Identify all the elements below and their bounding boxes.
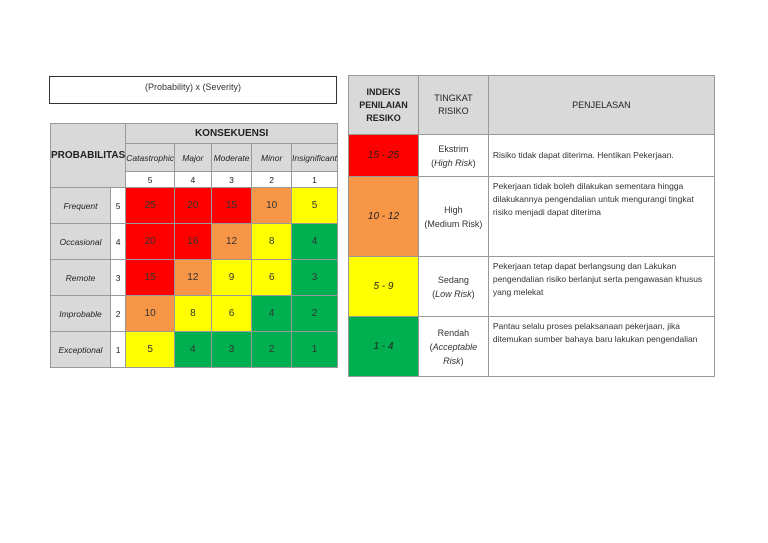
severity-label: Catastrophic xyxy=(126,144,175,172)
risk-level-sub: Low Risk xyxy=(435,288,472,299)
risk-level-name: High xyxy=(444,204,463,215)
risk-cell: 16 xyxy=(174,224,211,260)
risk-index-table xyxy=(348,75,715,377)
consequence-header: KONSEKUENSI xyxy=(126,124,338,144)
matrix-row xyxy=(51,188,338,224)
risk-level-name: Rendah xyxy=(437,327,470,338)
severity-number: 4 xyxy=(174,172,211,188)
risk-cell: 10 xyxy=(252,188,292,224)
risk-cell: 2 xyxy=(292,296,338,332)
formula-box xyxy=(49,76,337,104)
risk-level: Sedang (Low Risk) xyxy=(418,257,488,317)
risk-cell: 6 xyxy=(211,296,252,332)
formula-text: (Probability) x (Severity) xyxy=(144,82,242,92)
risk-level-name: Ekstrim xyxy=(438,143,469,154)
probability-label: Remote xyxy=(51,260,111,296)
risk-explanation: Pekerjaan tetap dapat berlangsung dan Lakukan pengendalian risiko berlanjut serta pengawasan khusus yang melekat xyxy=(488,257,714,317)
risk-cell: 12 xyxy=(211,224,252,260)
risk-cell: 5 xyxy=(292,188,338,224)
index-row xyxy=(349,177,715,257)
risk-cell: 4 xyxy=(252,296,292,332)
probability-number: 3 xyxy=(110,260,125,296)
risk-cell: 15 xyxy=(211,188,252,224)
severity-label: Insignificant xyxy=(292,144,338,172)
matrix-row xyxy=(51,296,338,332)
severity-label: Minor xyxy=(252,144,292,172)
index-row xyxy=(349,317,715,377)
risk-cell: 2 xyxy=(252,332,292,368)
risk-explanation: Risiko tidak dapat diterima. Hentikan Pekerjaan. xyxy=(488,135,714,177)
risk-level-sub: High Risk xyxy=(434,157,473,168)
risk-matrix-table xyxy=(50,123,338,368)
probability-label: Occasional xyxy=(51,224,111,260)
risk-cell: 3 xyxy=(211,332,252,368)
explanation-header: PENJELASAN xyxy=(488,76,714,135)
risk-cell: 20 xyxy=(174,188,211,224)
risk-cell: 5 xyxy=(126,332,175,368)
risk-cell: 8 xyxy=(252,224,292,260)
index-row xyxy=(349,257,715,317)
probability-number: 2 xyxy=(110,296,125,332)
probability-number: 4 xyxy=(110,224,125,260)
risk-level-name: Sedang xyxy=(437,274,469,285)
probability-label: Improbable xyxy=(51,296,111,332)
probability-number: 1 xyxy=(110,332,125,368)
probability-header: PROBABILITAS xyxy=(51,124,126,188)
risk-level-sub: Acceptable Risk xyxy=(432,341,478,366)
risk-cell: 15 xyxy=(126,260,175,296)
index-range: 5 - 9 xyxy=(349,257,419,317)
risk-explanation: Pekerjaan tidak boleh dilakukan sementara hingga dilakukannya pengendalian untuk mengurangi tingkat risiko menjadi dapat diterima xyxy=(488,177,714,257)
risk-cell: 25 xyxy=(126,188,175,224)
severity-number: 3 xyxy=(211,172,252,188)
risk-level: Rendah (Acceptable Risk) xyxy=(418,317,488,377)
severity-number: 2 xyxy=(252,172,292,188)
index-range: 15 - 25 xyxy=(349,135,419,177)
risk-level xyxy=(418,177,488,257)
severity-number: 1 xyxy=(292,172,338,188)
risk-cell: 10 xyxy=(126,296,175,332)
index-row xyxy=(349,135,715,177)
risk-cell: 9 xyxy=(211,260,252,296)
risk-explanation: Pantau selalu proses pelaksanaan pekerjaan, jika ditemukan sumber bahaya baru lakukan pengendalian xyxy=(488,317,714,377)
risk-cell: 1 xyxy=(292,332,338,368)
matrix-row xyxy=(51,260,338,296)
index-range: 1 - 4 xyxy=(349,317,419,377)
matrix-row xyxy=(51,224,338,260)
probability-label: Frequent xyxy=(51,188,111,224)
index-header: INDEKS PENILAIAN RESIKO xyxy=(349,76,419,135)
severity-label: Moderate xyxy=(211,144,252,172)
probability-number: 5 xyxy=(110,188,125,224)
risk-cell: 8 xyxy=(174,296,211,332)
risk-level: Ekstrim (High Risk) xyxy=(418,135,488,177)
risk-cell: 3 xyxy=(292,260,338,296)
severity-number: 5 xyxy=(126,172,175,188)
probability-label: Exceptional xyxy=(51,332,111,368)
risk-cell: 12 xyxy=(174,260,211,296)
risk-cell: 4 xyxy=(292,224,338,260)
risk-cell: 20 xyxy=(126,224,175,260)
level-header: TINGKAT RISIKO xyxy=(418,76,488,135)
risk-cell: 4 xyxy=(174,332,211,368)
index-range: 10 - 12 xyxy=(349,177,419,257)
severity-label: Major xyxy=(174,144,211,172)
matrix-row xyxy=(51,332,338,368)
risk-cell: 6 xyxy=(252,260,292,296)
risk-level-sub: (Medium Risk) xyxy=(424,218,483,229)
